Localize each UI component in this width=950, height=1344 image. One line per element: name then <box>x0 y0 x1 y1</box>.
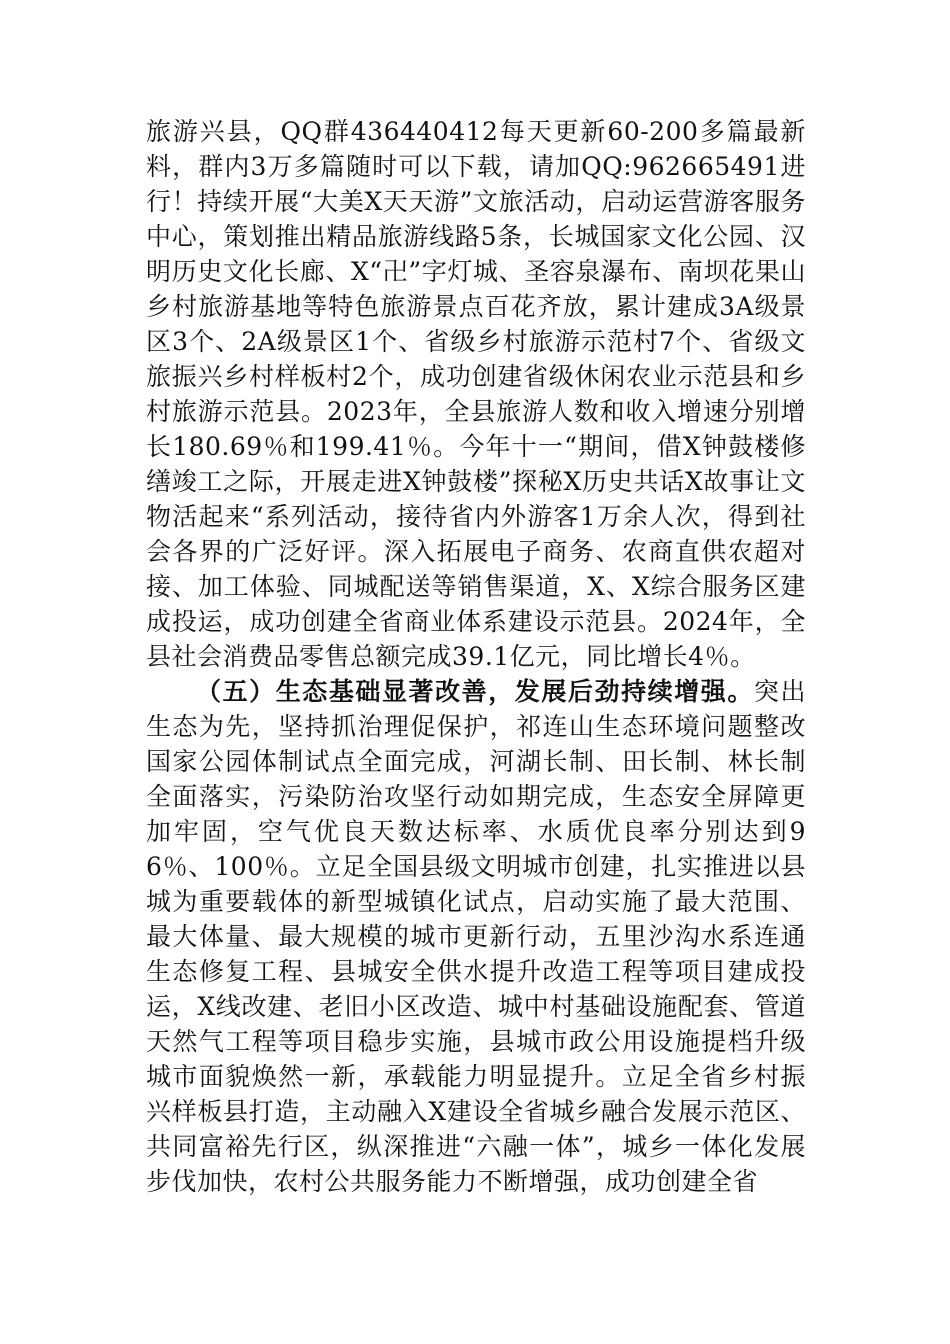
section-heading-ecology: （五）生态基础显著改善，发展后劲持续增强。 <box>196 677 754 706</box>
paragraph-ecology <box>146 674 806 1199</box>
document-page <box>146 114 806 1199</box>
paragraph-tourism-commerce: 旅游兴县，QQ群436440412每天更新60-200多篇最新料，群内3万多篇随时可以下载，请加QQ:962665491进行！持续开展“大美X天天游”文旅活动，启动运营游客服务中心，策划推出精品旅游线路5条，长城国家文化公园、汉明历史文化长廊、X“卍”字灯城、圣容泉瀑布、南坝花果山乡村旅游基地等特色旅游景点百花齐放，累计建成3A级景区3个、2A级景区1个、省级乡村旅游示范村7个、省级文旅振兴乡村样板村2个，成功创建省级休闲农业示范县和乡村旅游示范县。2023年，全县旅游人数和收入增速分别增长180.69％和199.41％。今年十一“期间，借X钟鼓楼修缮竣工之际，开展走进X钟鼓楼”探秘X历史共话X故事让文物活起来“系列活动，接待省内外游客1万余人次，得到社会各界的广泛好评。深入拓展电子商务、农商直供农超对接、加工体验、同城配送等销售渠道，X、X综合服务区建成投运，成功创建全省商业体系建设示范县。2024年，全县社会消费品零售总额完成39.1亿元，同比增长4％。 <box>146 117 806 671</box>
paragraph-ecology-body: 突出生态为先，坚持抓治理促保护，祁连山生态环境问题整改国家公园体制试点全面完成，河湖长制、田长制、林长制全面落实，污染防治攻坚行动如期完成，生态安全屏障更加牢固，空气优良天数达标率、水质优良率分别达到96％、100％。立足全国县级文明城市创建，扎实推进以县城为重要载体的新型城镇化试点，启动实施了最大范围、最大体量、最大规模的城市更新行动，五里沙沟水系连通生态修复工程、县城安全供水提升改造工程等项目建成投运，X线改建、老旧小区改造、城中村基础设施配套、管道天然气工程等项目稳步实施，县城市政公用设施提档升级城市面貌焕然一新，承载能力明显提升。立足全省乡村振兴样板县打造，主动融入X建设全省城乡融合发展示范区、共同富裕先行区，纵深推进“六融一体”，城乡一体化发展步伐加快，农村公共服务能力不断增强，成功创建全省 <box>146 677 806 1196</box>
